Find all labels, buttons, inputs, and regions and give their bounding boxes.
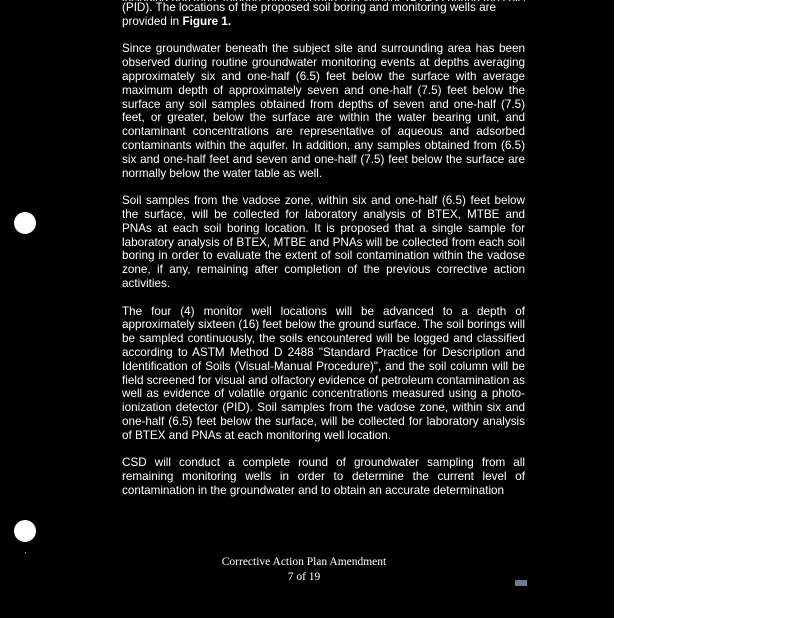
footer-page-number: 7 of 19 [287, 571, 321, 583]
paragraph-groundwater-sampling: CSD will conduct a complete round of groundwater sampling from all remaining monitoring wells in order to determine the current level of contamination in the groundwater and to obtain an accurate determination [122, 456, 525, 497]
paragraph-vadose-samples: Soil samples from the vadose zone, within six and one-half (6.5) feet below the surface, will be collected for laboratory analysis of BTEX, MTBE and PNAs at each soil boring location. It is proposed that a single sample for laboratory analysis of BTEX, MTBE and PNAs will be collected from each soil boring in order to evaluate the extent of soil contamination within the vadose zone, if any, remaining after completion of the previous corrective action activities. [122, 194, 525, 290]
figure-reference: Figure 1. [182, 14, 232, 28]
scan-artifact-mark [515, 580, 527, 586]
footer-title: Corrective Action Plan Amendment [221, 556, 387, 568]
scan-speck [25, 552, 26, 553]
document-body [122, 1, 525, 511]
intro-line-1: (PID). The locations of the proposed soil boring and monitoring wells are [122, 1, 496, 14]
binder-hole-top [14, 212, 36, 234]
binder-hole-bottom [14, 520, 36, 542]
paragraph-groundwater-depth: Since groundwater beneath the subject site and surrounding area has been observed during routine groundwater monitoring events at depths averaging approximately six and one-half (6.5) feet below the surface with average maximum depth of approximately seven and one-half (7.5) feet below the surface any soil samples obtained from depths of seven and one-half (7.5) feet, or greater, below the surface are within the water bearing unit, and contaminant concentrations are representative of aqueous and adsorbed contaminants within the aquifer. In addition, any samples obtained from (6.5) six and one-half feet and seven and one-half (7.5) feet below the surface are normally below the water table as well. [122, 42, 525, 180]
paragraph-monitor-wells: The four (4) monitor well locations will be advanced to a depth of approximately sixteen (16) feet below the ground surface. The soil borings will be sampled continuously, the soils encountered will be logged and classified according to ASTM Method D 2488 "Standard Practice for Description and Identification of Soils (Visual-Manual Procedure)", and the soil column will be field screened for visual and olfactory evidence of petroleum contamination as well as evidence of volatile organic concentrations measured using a photo-ionization detector (PID). Soil samples from the vadose zone, within six and one-half (6.5) feet below the surface, will be collected for laboratory analysis of BTEX and PNAs at each monitoring well location. [122, 304, 525, 442]
intro-paragraph [122, 1, 525, 29]
intro-line-2-prefix: provided in [122, 14, 183, 28]
